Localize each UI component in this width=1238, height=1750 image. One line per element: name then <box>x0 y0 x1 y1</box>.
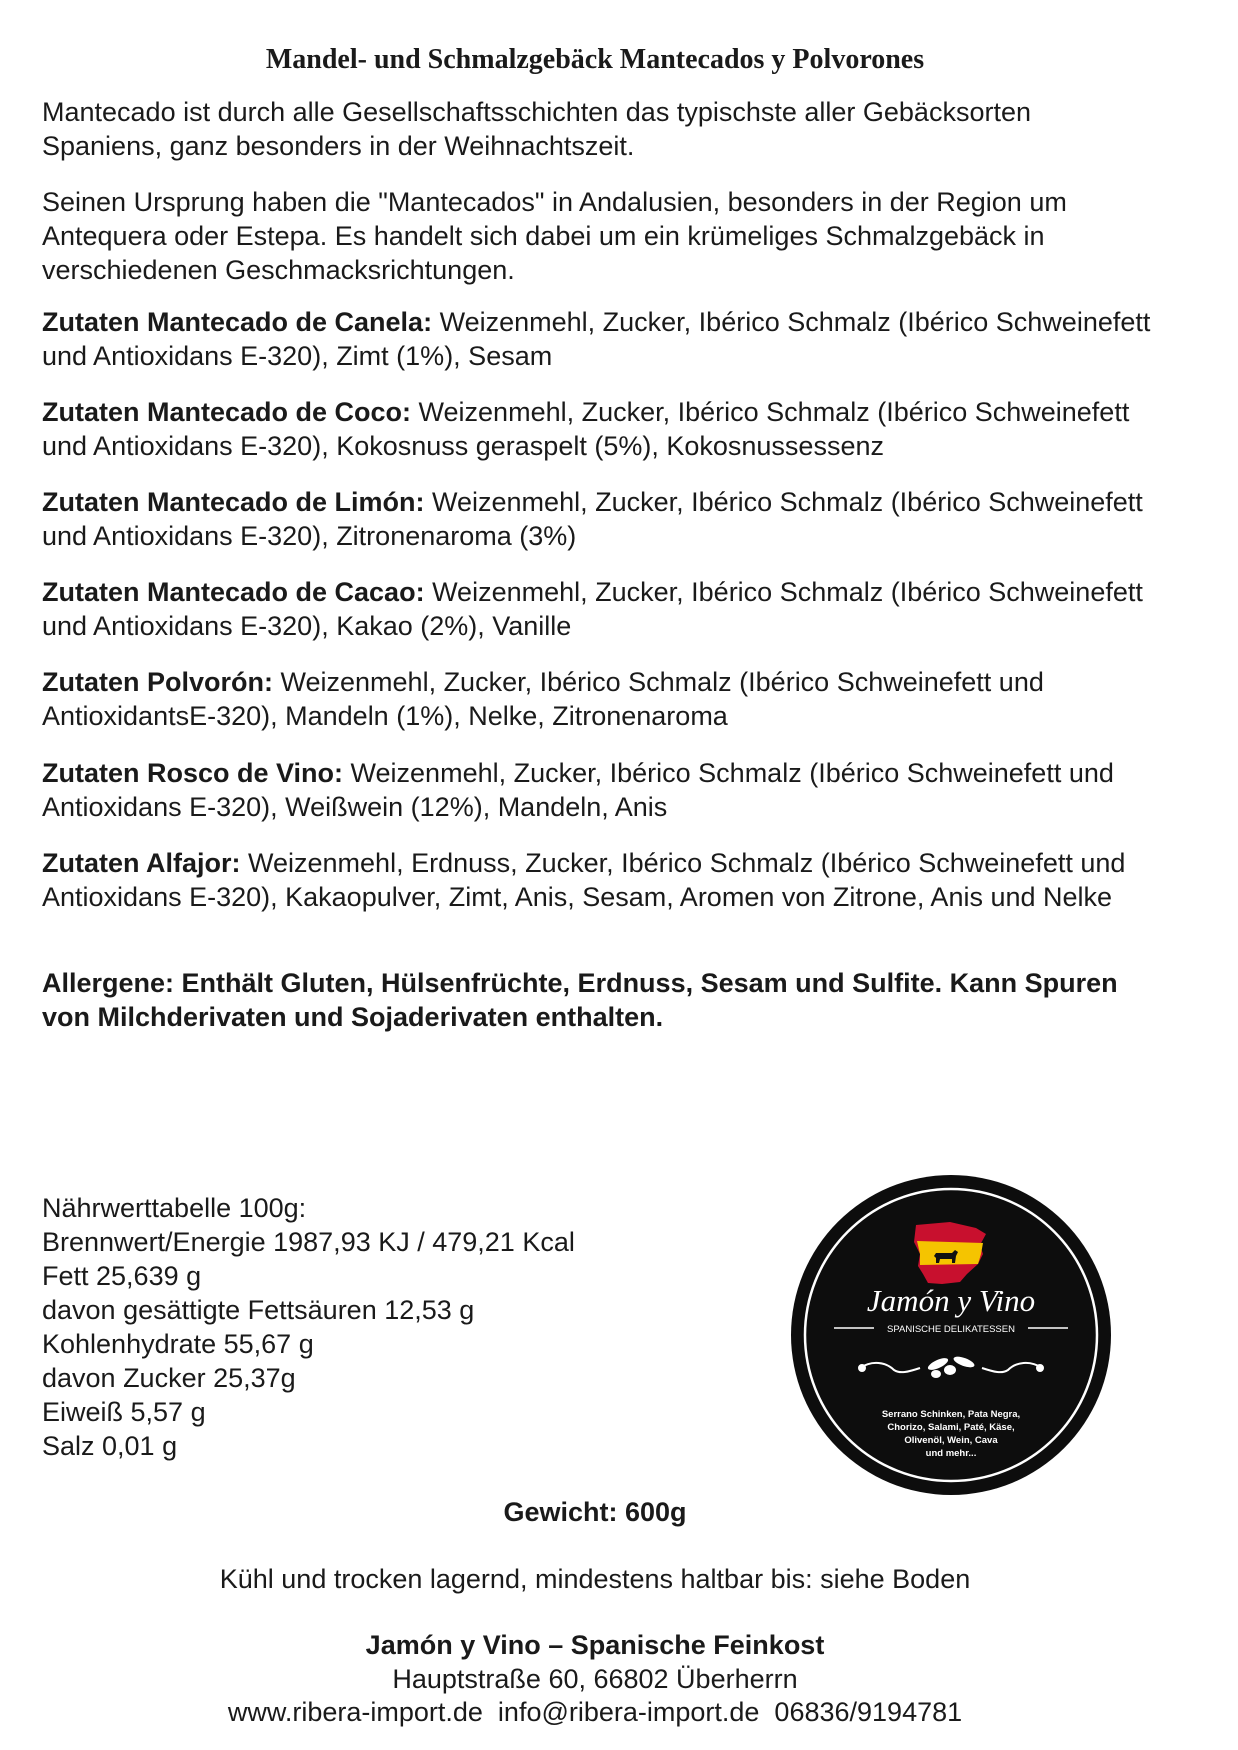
nutrition-row: Brennwert/Energie 1987,93 KJ / 479,21 Kcal <box>42 1227 575 1257</box>
nutrition-table <box>42 1191 742 1463</box>
nutrition-row: davon Zucker 25,37g <box>42 1363 296 1393</box>
ingredients-label: Zutaten Mantecado de Limón: <box>42 487 425 517</box>
logo-line: Chorizo, Salami, Paté, Käse, <box>887 1422 1015 1433</box>
ingredients-text: Weizenmehl, Erdnuss, Zucker, Ibérico Schmalz (Ibérico Schweinefett und Antioxidans E-320), Kakaopulver, Zimt, Anis, Sesam, Aromen von Zitrone, Anis und Nelke <box>42 848 1126 912</box>
nutrition-row: davon gesättigte Fettsäuren 12,53 g <box>42 1295 475 1325</box>
ingredients-coco <box>42 395 1152 463</box>
nutrition-row: Fett 25,639 g <box>42 1261 202 1291</box>
intro-paragraph-2: Seinen Ursprung haben die "Mantecados" in Andalusien, besonders in der Region um Antequera oder Estepa. Es handelt sich dabei um ein krümeliges Schmalzgebäck in verschiedenen Geschmacksrichtungen. <box>42 187 1067 285</box>
ingredients-canela <box>42 305 1152 373</box>
ingredients-text: Weizenmehl, Zucker, Ibérico Schmalz (Ibérico Schweinefett und Antioxidans E-320), Kakao (2%), Vanille <box>42 577 1143 641</box>
ingredients-alfajor <box>42 846 1152 914</box>
nutrition-row: Salz 0,01 g <box>42 1431 178 1461</box>
logo-line: Olivenöl, Wein, Cava <box>904 1435 998 1446</box>
storage-note: Kühl und trocken lagernd, mindestens haltbar bis: siehe Boden <box>219 1564 971 1594</box>
logo-brand: Jamón y Vino <box>866 1283 1036 1318</box>
ingredients-label: Zutaten Mantecado de Cacao: <box>42 577 425 607</box>
jamon-y-vino-logo <box>790 1174 1112 1496</box>
page-title: Mandel- und Schmalzgebäck Mantecados y Polvorones <box>265 44 925 75</box>
nutrition-heading: Nährwerttabelle 100g: <box>42 1193 307 1223</box>
ingredients-text: Weizenmehl, Zucker, Ibérico Schmalz (Ibérico Schweinefett und Antioxidans E-320), Weißwein (12%), Mandeln, Anis <box>42 758 1114 822</box>
logo-line: und mehr... <box>925 1448 977 1459</box>
weight-label: Gewicht: 600g <box>503 1497 687 1527</box>
ingredients-cacao <box>42 575 1152 643</box>
ingredients-label: Zutaten Mantecado de Canela: <box>42 307 433 337</box>
ingredients-text: Weizenmehl, Zucker, Ibérico Schmalz (Ibérico Schweinefett und Antioxidans E-320), Zimt (1%), Sesam <box>42 307 1151 371</box>
ingredients-text: Weizenmehl, Zucker, Ibérico Schmalz (Ibérico Schweinefett und Antioxidans E-320), Zitronenaroma (3%) <box>42 487 1143 551</box>
company-contact: www.ribera-import.de info@ribera-import.de 06836/9194781 <box>227 1697 963 1727</box>
nutrition-row: Eiweiß 5,57 g <box>42 1397 206 1427</box>
ingredients-text: Weizenmehl, Zucker, Ibérico Schmalz (Ibérico Schweinefett und Antioxidans E-320), Kokosnuss geraspelt (5%), Kokosnussessenz <box>42 397 1130 461</box>
ingredients-rosco-de-vino <box>42 756 1152 824</box>
nutrition-row: Kohlenhydrate 55,67 g <box>42 1329 314 1359</box>
intro-paragraph-1: Mantecado ist durch alle Gesellschaftsschichten das typischste aller Gebäcksorten Spaniens, ganz besonders in der Weihnachtszeit. <box>42 97 1031 161</box>
allergens-notice: Allergene: Enthält Gluten, Hülsenfrüchte, Erdnuss, Sesam und Sulfite. Kann Spuren von Milchderivaten und Sojaderivaten enthalten. <box>42 968 1118 1032</box>
ingredients-text: Weizenmehl, Zucker, Ibérico Schmalz (Ibérico Schweinefett und AntioxidantsE-320), Mandeln (1%), Nelke, Zitronenaroma <box>42 667 1044 731</box>
ingredients-polvoron <box>42 665 1152 733</box>
ingredients-label: Zutaten Polvorón: <box>42 667 273 697</box>
company-address: Hauptstraße 60, 66802 Überherrn <box>392 1664 798 1694</box>
ingredients-label: Zutaten Mantecado de Coco: <box>42 397 412 427</box>
ingredients-label: Zutaten Alfajor: <box>42 848 241 878</box>
logo-tagline: SPANISCHE DELIKATESSEN <box>887 1324 1015 1335</box>
ingredients-limon <box>42 485 1152 553</box>
ingredients-label: Zutaten Rosco de Vino: <box>42 758 344 788</box>
company-name: Jamón y Vino – Spanische Feinkost <box>365 1630 825 1660</box>
logo-line: Serrano Schinken, Pata Negra, <box>881 1409 1021 1420</box>
